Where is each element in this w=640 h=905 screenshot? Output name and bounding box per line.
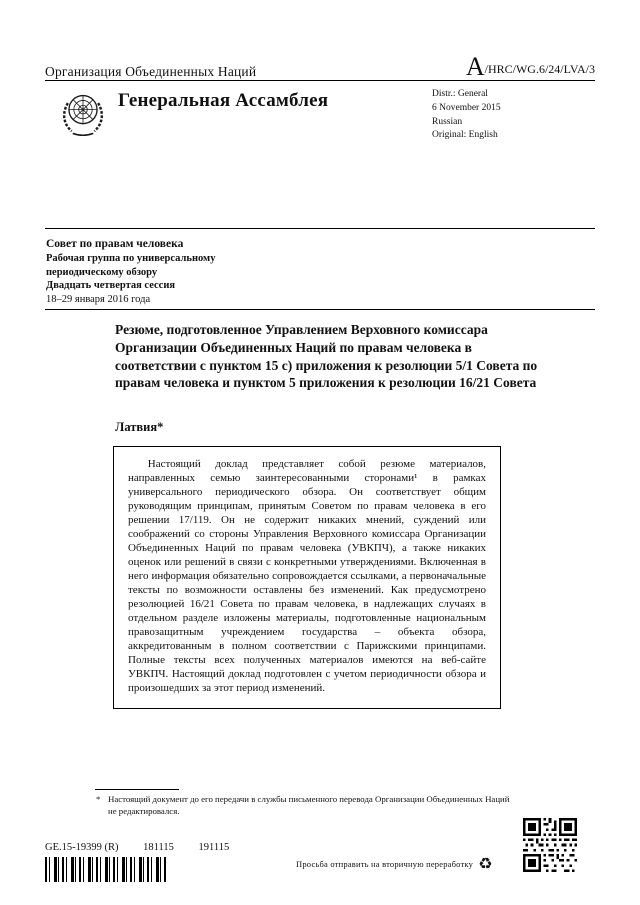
session-bottom-divider <box>45 309 595 310</box>
summary-box <box>113 446 501 709</box>
footnote-marker: * <box>96 794 101 804</box>
barcode <box>45 857 167 882</box>
footer-code-2: 191115 <box>198 842 230 853</box>
recycle-text: Просьба отправить на вторичную переработку <box>296 859 474 869</box>
footnote <box>96 794 516 818</box>
recycle-notice <box>296 856 492 872</box>
recycle-icon: ♻ <box>478 854 493 873</box>
footnote-text: Настоящий документ до его передачи в службы письменного перевода Организации Объединенных Наций не редактировался. <box>108 794 510 816</box>
qr-code <box>523 818 577 872</box>
document-symbol <box>466 54 595 80</box>
distr-line: Distr.: General <box>432 89 488 99</box>
distr-original: Original: English <box>432 130 498 141</box>
working-group-line1: Рабочая группа по универсальному <box>46 252 216 264</box>
session-number: Двадцать четвертая сессия <box>46 280 176 292</box>
footer-reference-line <box>45 842 229 853</box>
distr-language: Russian <box>432 116 463 127</box>
un-emblem-icon <box>56 88 110 142</box>
header-divider <box>45 80 595 81</box>
document-symbol-letter: A <box>465 52 485 81</box>
ge-number: GE.15-19399 (R) <box>45 842 119 853</box>
distr-date: 6 November 2015 <box>432 102 501 113</box>
summary-paragraph: Настоящий доклад представляет собой резюме материалов, направленных семью заинтересованными сторонами¹ в рамках универсального периодического обзора. Он соответствует общим руководящим принципам, принятым Советом по правам человека в его решении 17/119. Он не содержит никаких мнений, суждений или соображений со стороны Управления Верховного комиссара Организации Объединенных Наций по правам человека (УВКПЧ), а также никаких оценок или решений в связи с конкретными утверждениями. Включенная в него информация обязательно сопровождается ссылками, а первоначальные тексты по возможности оставлены без изменений. Как предусмотрено резолюцией 16/21 Совета по правам человека, в надлежащих случаях в отдельном разделе изложены материалы, подготовленные национальным правозащитным учреждением государства – объекта обзора, аккредитованным в полном соответствии с Парижскими принципами. Полные тексты всех полученных материалов имеются на веб-сайте УВКПЧ. Настоящий доклад подготовлен с учетом периодичности обзора и произошедших за этот период изменений. <box>128 458 486 694</box>
session-dates: 18–29 января 2016 года <box>46 293 151 305</box>
working-group-line2: периодическому обзору <box>46 266 158 278</box>
top-header <box>45 54 595 80</box>
page-title: Генеральная Ассамблея <box>118 90 329 111</box>
report-title: Резюме, подготовленное Управлением Верховного комиссара Организации Объединенных Наций по правам человека в соответствии с пунктом 15 c) приложения к резолюции 5/1 Совета по правам человека и пунктом 5 приложения к резолюции 16/21 Совета <box>115 322 538 391</box>
session-top-divider <box>45 228 595 229</box>
document-symbol-rest: /HRC/WG.6/24/LVA/3 <box>484 62 595 76</box>
organization-name: Организация Объединенных Наций <box>45 64 257 79</box>
council-name: Совет по правам человека <box>46 238 184 250</box>
footer-code-1: 181115 <box>143 842 174 853</box>
footnote-divider <box>95 789 179 790</box>
session-block <box>46 237 215 307</box>
country-heading: Латвия* <box>115 420 164 434</box>
distribution-block <box>432 88 501 143</box>
